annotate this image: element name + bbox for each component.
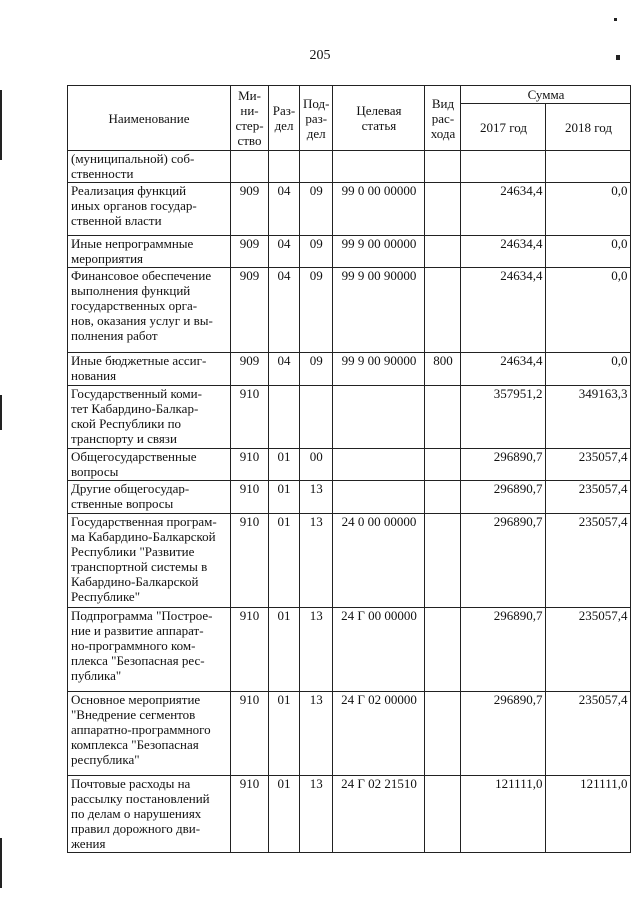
row-subsection	[300, 386, 333, 449]
header-expense-type: Вид рас- хода	[425, 86, 461, 151]
row-sum-2018: 349163,3	[546, 386, 631, 449]
row-name: Основное мероприятие "Внедрение сегментов аппаратно-программного комплекса "Безопасная республика"	[68, 692, 231, 776]
row-expense-type	[425, 608, 461, 692]
row-expense-type	[425, 449, 461, 481]
row-target: 99 9 00 90000	[333, 353, 425, 386]
row-ministry: 910	[231, 481, 269, 514]
row-section: 01	[269, 776, 300, 853]
row-sum-2017: 296890,7	[461, 449, 546, 481]
row-target: 99 9 00 00000	[333, 236, 425, 268]
row-expense-type	[425, 514, 461, 608]
budget-table	[67, 85, 631, 853]
row-ministry: 910	[231, 514, 269, 608]
row-sum-2017: 357951,2	[461, 386, 546, 449]
row-sum-2017: 296890,7	[461, 692, 546, 776]
page-number: 205	[309, 48, 331, 63]
row-section: 01	[269, 449, 300, 481]
row-target: 24 Г 00 00000	[333, 608, 425, 692]
row-sum-2017: 296890,7	[461, 514, 546, 608]
row-subsection: 13	[300, 692, 333, 776]
row-target: 99 0 00 00000	[333, 183, 425, 236]
row-name: Другие общегосудар- ственные вопросы	[68, 481, 231, 514]
table-row	[68, 449, 631, 481]
scan-dot-right	[616, 55, 620, 60]
table-header	[68, 86, 631, 151]
scan-edge-mark-top	[0, 90, 2, 160]
row-sum-2018: 0,0	[546, 183, 631, 236]
row-sum-2018	[546, 151, 631, 183]
row-sum-2018: 121111,0	[546, 776, 631, 853]
row-sum-2018: 235057,4	[546, 608, 631, 692]
row-ministry: 910	[231, 692, 269, 776]
table-row	[68, 776, 631, 853]
row-subsection: 13	[300, 514, 333, 608]
row-section: 04	[269, 353, 300, 386]
scan-dot-top-right	[614, 18, 617, 21]
row-expense-type	[425, 268, 461, 353]
row-sum-2017	[461, 151, 546, 183]
scan-edge-mark-middle	[0, 395, 2, 430]
row-name: Государственный коми- тет Кабардино-Балкар- ской Республики по транспорту и связи	[68, 386, 231, 449]
row-target	[333, 386, 425, 449]
row-subsection: 00	[300, 449, 333, 481]
row-name: Почтовые расходы на рассылку постановлений по делам о нарушениях правил дорожного дви- жения	[68, 776, 231, 853]
row-ministry: 910	[231, 608, 269, 692]
row-name: Общегосударственные вопросы	[68, 449, 231, 481]
header-name: Наименование	[68, 86, 231, 151]
row-expense-type	[425, 236, 461, 268]
row-name: Финансовое обеспечение выполнения функций государственных орга- нов, оказания услуг и вы- полнения работ	[68, 268, 231, 353]
header-subsection: Под- раз- дел	[300, 86, 333, 151]
row-expense-type	[425, 692, 461, 776]
row-target: 24 Г 02 00000	[333, 692, 425, 776]
row-name: Иные непрограммные мероприятия	[68, 236, 231, 268]
row-subsection: 13	[300, 481, 333, 514]
row-section: 01	[269, 608, 300, 692]
table-row	[68, 514, 631, 608]
header-target: Целевая статья	[333, 86, 425, 151]
header-sum: Сумма	[461, 86, 631, 104]
row-subsection: 13	[300, 608, 333, 692]
row-expense-type	[425, 183, 461, 236]
row-ministry: 909	[231, 268, 269, 353]
row-sum-2017: 24634,4	[461, 353, 546, 386]
row-subsection: 13	[300, 776, 333, 853]
table-row	[68, 481, 631, 514]
table-row	[68, 608, 631, 692]
header-section: Раз- дел	[269, 86, 300, 151]
row-section: 01	[269, 481, 300, 514]
table-row	[68, 268, 631, 353]
table-row	[68, 353, 631, 386]
row-sum-2017: 296890,7	[461, 608, 546, 692]
row-name: Подпрограмма "Построе- ние и развитие аппарат- но-программного ком- плекса "Безопасная рес- публика"	[68, 608, 231, 692]
row-sum-2017: 24634,4	[461, 183, 546, 236]
row-sum-2018: 235057,4	[546, 692, 631, 776]
row-ministry	[231, 151, 269, 183]
row-target: 24 0 00 00000	[333, 514, 425, 608]
row-section: 01	[269, 514, 300, 608]
row-target: 99 9 00 90000	[333, 268, 425, 353]
row-expense-type	[425, 386, 461, 449]
row-subsection: 09	[300, 236, 333, 268]
row-ministry: 910	[231, 776, 269, 853]
row-target: 24 Г 02 21510	[333, 776, 425, 853]
row-expense-type: 800	[425, 353, 461, 386]
row-ministry: 910	[231, 386, 269, 449]
row-sum-2018: 235057,4	[546, 514, 631, 608]
row-sum-2018: 0,0	[546, 268, 631, 353]
row-subsection: 09	[300, 183, 333, 236]
row-ministry: 909	[231, 236, 269, 268]
row-name: Иные бюджетные ассиг- нования	[68, 353, 231, 386]
row-expense-type	[425, 776, 461, 853]
row-section: 01	[269, 692, 300, 776]
table-row	[68, 386, 631, 449]
row-sum-2017: 121111,0	[461, 776, 546, 853]
row-ministry: 910	[231, 449, 269, 481]
table-body	[68, 151, 631, 853]
table-row	[68, 151, 631, 183]
row-ministry: 909	[231, 183, 269, 236]
row-sum-2018: 0,0	[546, 236, 631, 268]
row-sum-2017: 24634,4	[461, 268, 546, 353]
row-expense-type	[425, 151, 461, 183]
row-sum-2018: 235057,4	[546, 449, 631, 481]
row-subsection: 09	[300, 268, 333, 353]
row-sum-2018: 0,0	[546, 353, 631, 386]
row-target	[333, 481, 425, 514]
row-sum-2017: 24634,4	[461, 236, 546, 268]
table-row	[68, 692, 631, 776]
row-expense-type	[425, 481, 461, 514]
row-subsection	[300, 151, 333, 183]
row-section	[269, 386, 300, 449]
row-name: Реализация функций иных органов государ- ственной власти	[68, 183, 231, 236]
row-name: Государственная програм- ма Кабардино-Балкарской Республики "Развитие транспортной системы в Кабардино-Балкарской Республике"	[68, 514, 231, 608]
table-row	[68, 183, 631, 236]
row-section: 04	[269, 183, 300, 236]
scan-edge-mark-bottom	[0, 838, 2, 888]
row-section	[269, 151, 300, 183]
row-target	[333, 151, 425, 183]
row-sum-2018: 235057,4	[546, 481, 631, 514]
row-section: 04	[269, 236, 300, 268]
row-subsection: 09	[300, 353, 333, 386]
header-ministry: Ми- ни- стер- ство	[231, 86, 269, 151]
row-target	[333, 449, 425, 481]
table-row	[68, 236, 631, 268]
header-year-2017: 2017 год	[461, 104, 546, 151]
header-year-2018: 2018 год	[546, 104, 631, 151]
row-ministry: 909	[231, 353, 269, 386]
row-name: (муниципальной) соб- ственности	[68, 151, 231, 183]
row-section: 04	[269, 268, 300, 353]
row-sum-2017: 296890,7	[461, 481, 546, 514]
